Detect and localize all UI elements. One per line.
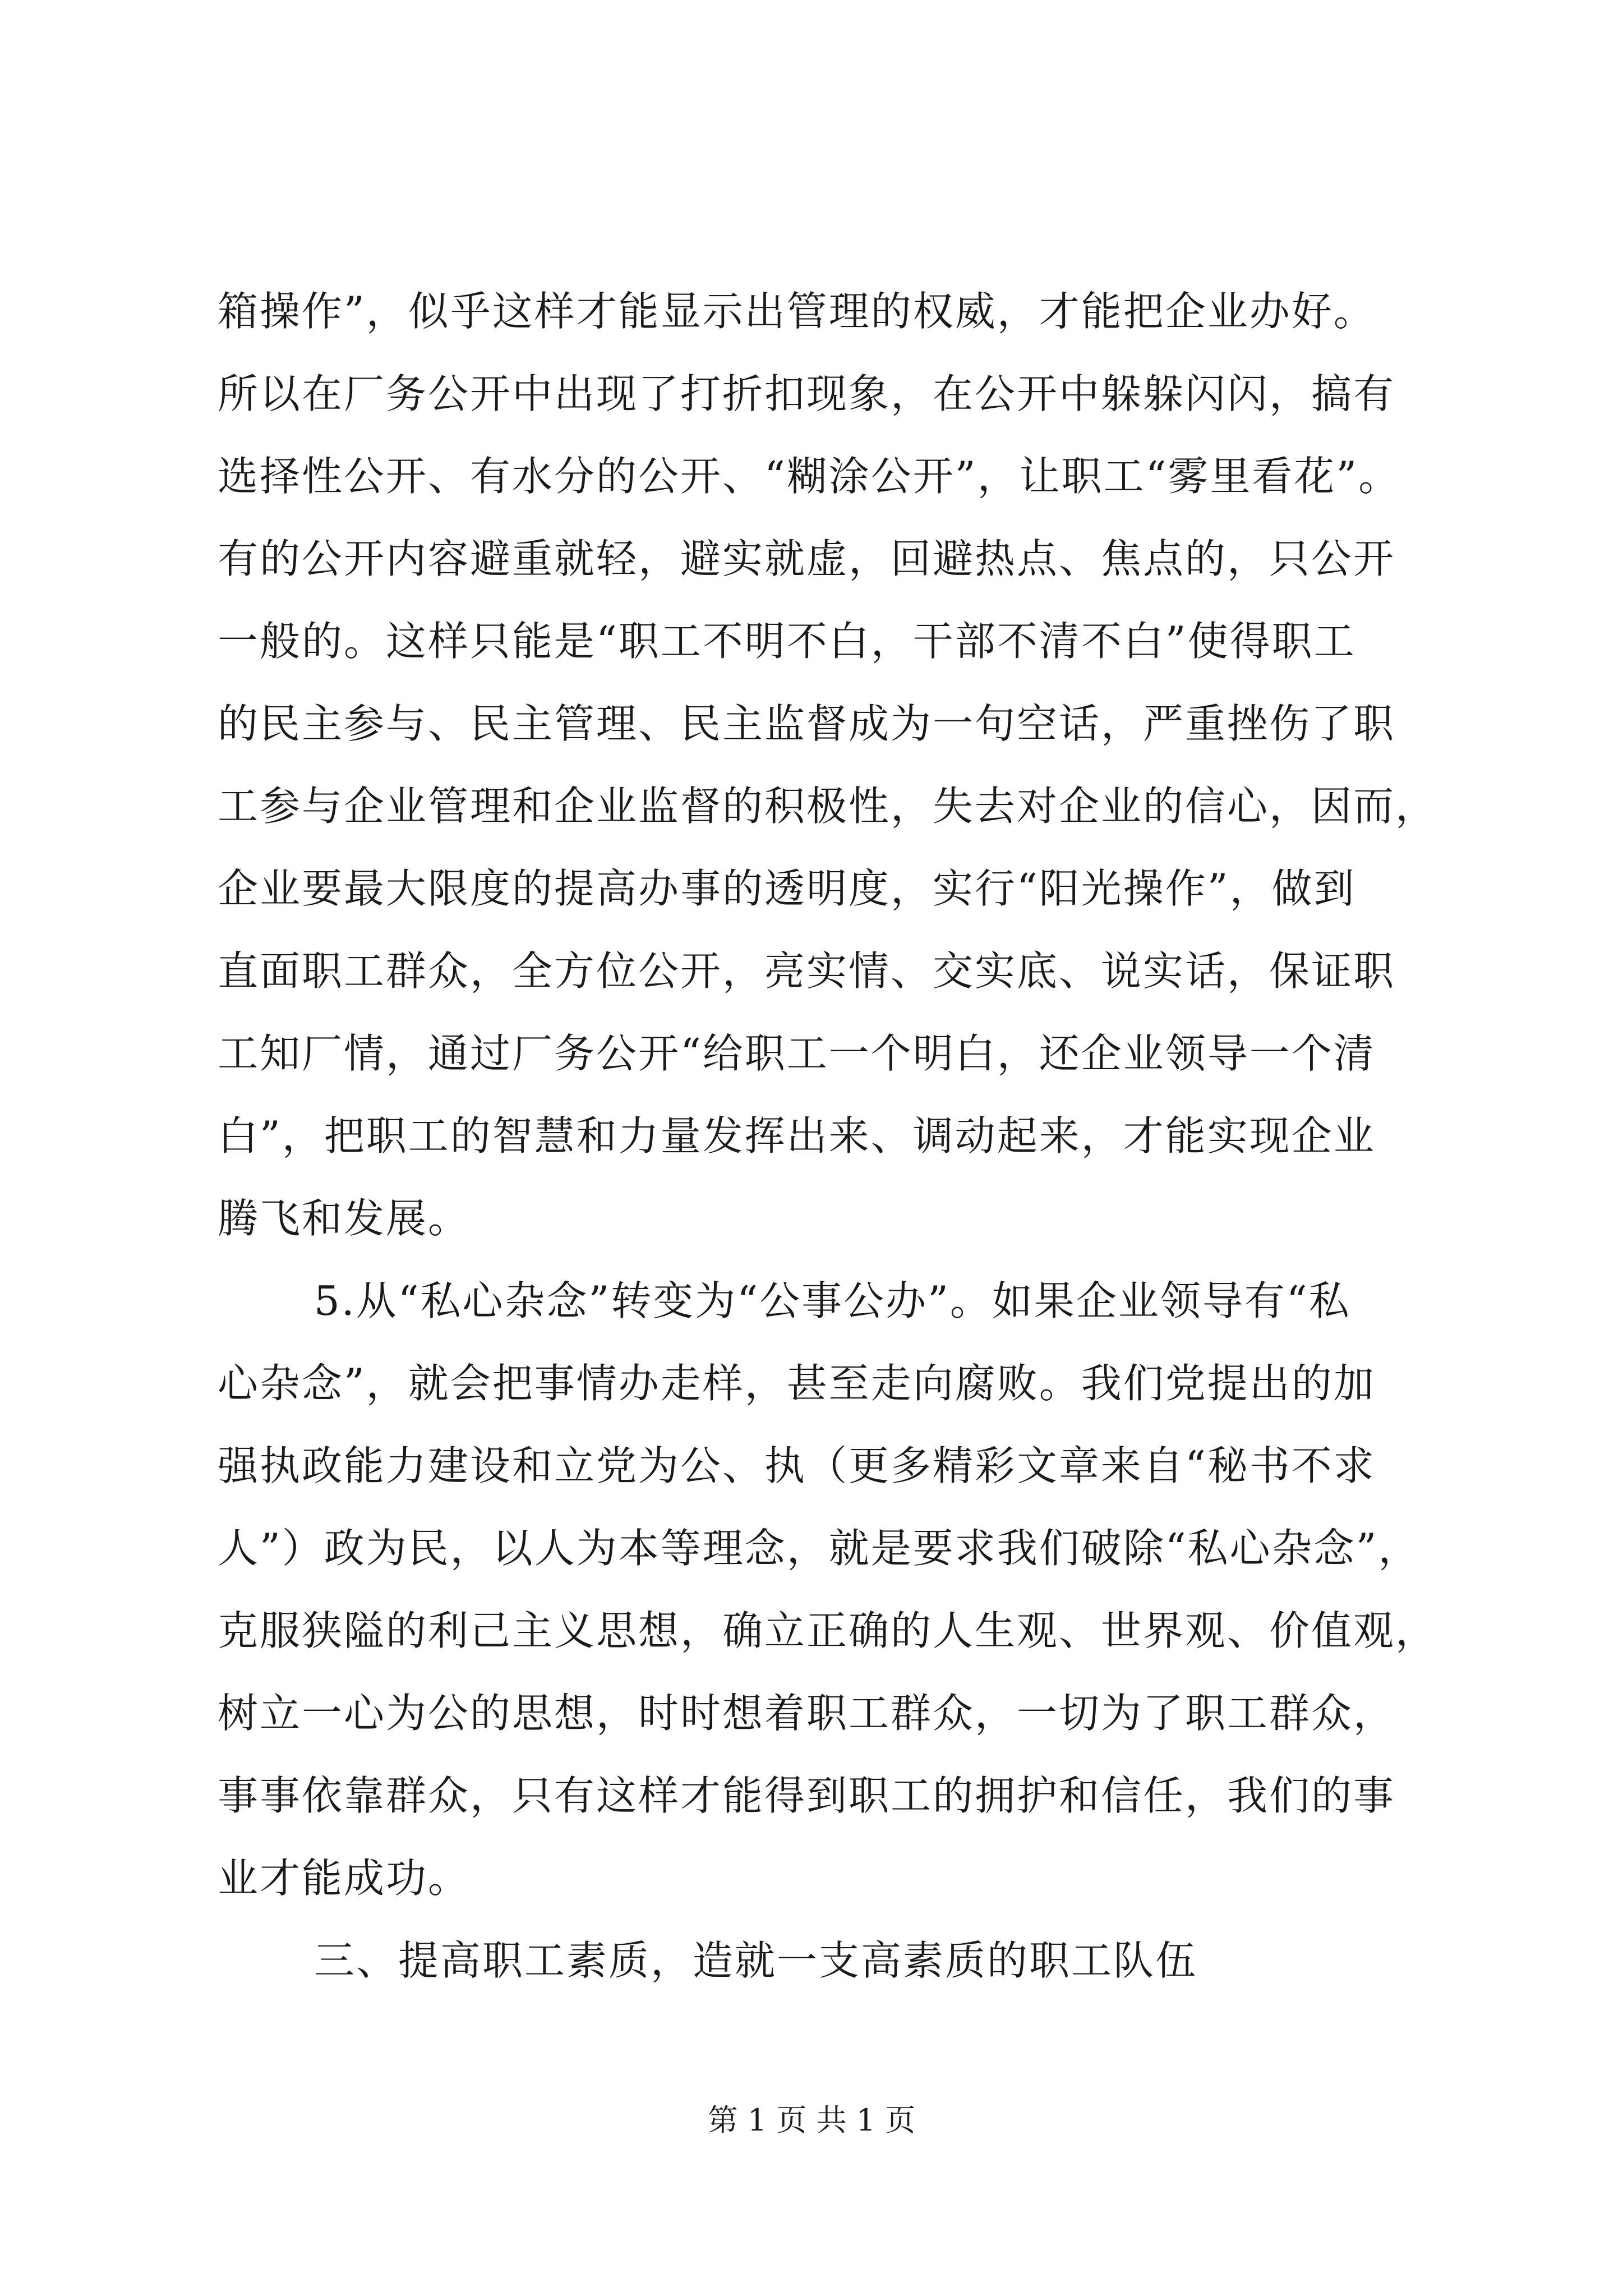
body-line: 有的公开内容避重就轻，避实就虚，回避热点、焦点的，只公开 bbox=[218, 535, 1396, 582]
body-line: 白”，把职工的智慧和力量发挥出来、调动起来，才能实现企业 bbox=[218, 1112, 1376, 1159]
page-footer: 第 1 页 共 1 页 bbox=[707, 2102, 916, 2138]
body-line: 选择性公开、有水分的公开、“糊涂公开”，让职工“雾里看花”。 bbox=[218, 453, 1401, 500]
body-line: 事事依靠群众，只有这样才能得到职工的拥护和信任，我们的事 bbox=[218, 1772, 1396, 1819]
body-line: 工知厂情，通过厂务公开“给职工一个明白，还企业领导一个清 bbox=[218, 1030, 1376, 1077]
body-line: 克服狭隘的利己主义思想，确立正确的人生观、世界观、价值观， bbox=[218, 1607, 1438, 1654]
body-line: 工参与企业管理和企业监督的积极性，失去对企业的信心，因而， bbox=[218, 783, 1438, 830]
paragraph-heading-line: 5.从“私心杂念”转变为“公事公办”。如果企业领导有“私 bbox=[314, 1277, 1351, 1324]
body-line: 一般的。这样只能是“职工不明不白，干部不清不白”使得职工 bbox=[218, 618, 1356, 665]
body-line: 企业要最大限度的提高办事的透明度，实行“阳光操作”，做到 bbox=[218, 865, 1356, 912]
section-heading: 三、提高职工素质，造就一支高素质的职工队伍 bbox=[314, 1937, 1198, 1984]
body-line: 箱操作”，似乎这样才能显示出管理的权威，才能把企业办好。 bbox=[218, 288, 1376, 335]
body-line: 业才能成功。 bbox=[218, 1855, 471, 1902]
body-line: 直面职工群众，全方位公开，亮实情、交实底、说实话，保证职 bbox=[218, 947, 1396, 995]
body-line: 人”）政为民，以人为本等理念，就是要求我们破除“私心杂念”， bbox=[218, 1525, 1421, 1572]
body-line: 心杂念”，就会把事情办走样，甚至走向腐败。我们党提出的加 bbox=[218, 1360, 1376, 1407]
body-line: 树立一心为公的思想，时时想着职工群众，一切为了职工群众， bbox=[218, 1690, 1396, 1737]
body-line: 腾飞和发展。 bbox=[218, 1195, 471, 1242]
body-line: 所以在厂务公开中出现了打折扣现象，在公开中躲躲闪闪，搞有 bbox=[218, 370, 1396, 417]
body-line: 强执政能力建设和立党为公、执（更多精彩文章来自“秘书不求 bbox=[218, 1442, 1376, 1489]
body-line: 的民主参与、民主管理、民主监督成为一句空话，严重挫伤了职 bbox=[218, 700, 1396, 747]
